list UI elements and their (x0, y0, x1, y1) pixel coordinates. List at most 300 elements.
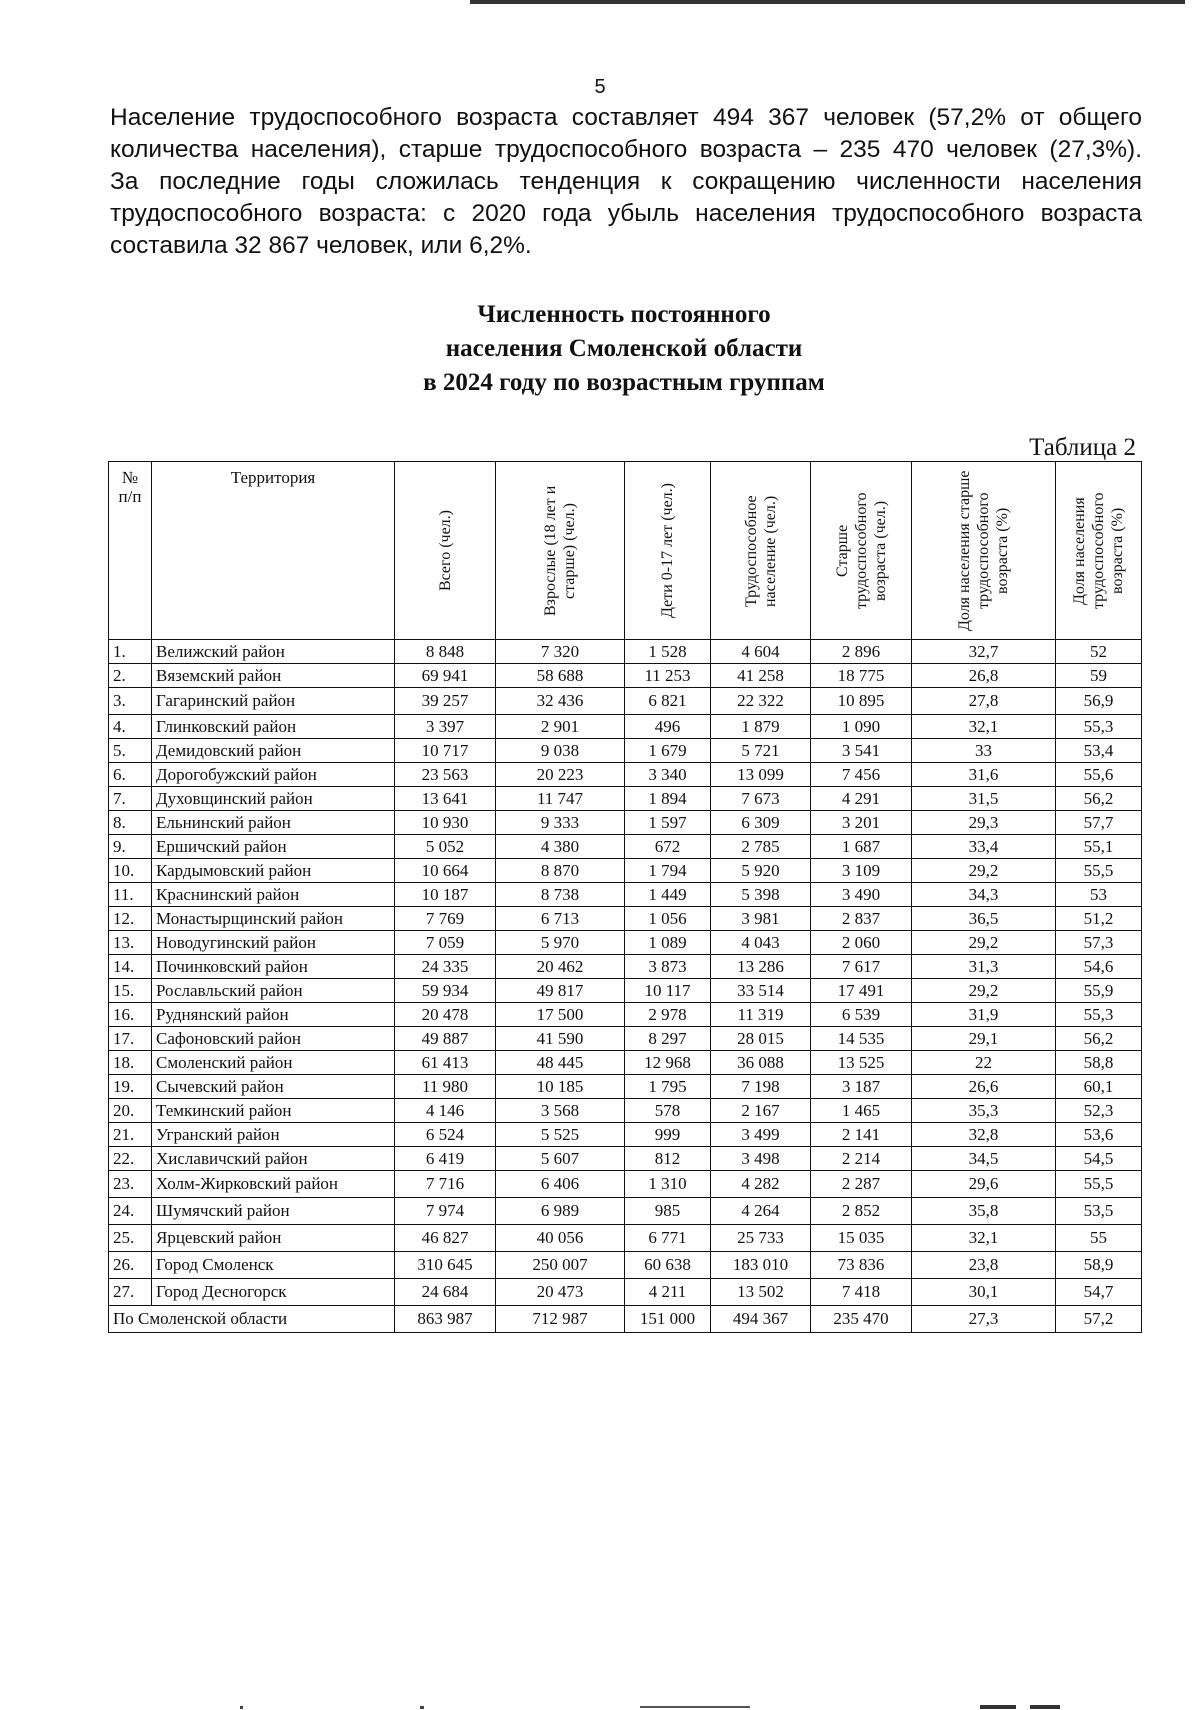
header-text: Взрослые (18 лет и старше) (чел.) (542, 485, 578, 616)
share-working-cell: 53,5 (1056, 1198, 1142, 1225)
header-wrap (711, 462, 810, 639)
total-cell: 6 419 (395, 1147, 496, 1171)
total-cell: 24 684 (395, 1279, 496, 1306)
share-working-cell: 56,9 (1056, 688, 1142, 715)
table-row (109, 1225, 1142, 1252)
working-cell: 183 010 (711, 1252, 811, 1279)
share-elder-cell: 29,6 (912, 1171, 1056, 1198)
total-cell: 13 641 (395, 787, 496, 811)
header-territory (152, 462, 395, 640)
header-wrap (395, 462, 495, 639)
table-row (109, 1099, 1142, 1123)
working-cell: 13 502 (711, 1279, 811, 1306)
adults-cell: 9 038 (496, 739, 625, 763)
table-row (109, 835, 1142, 859)
territory-name: Демидовский район (152, 739, 395, 763)
table-total-row (109, 1306, 1142, 1333)
header-share-elder (912, 462, 1056, 640)
adults-cell: 250 007 (496, 1252, 625, 1279)
working-cell: 22 322 (711, 688, 811, 715)
adults-cell: 2 901 (496, 715, 625, 739)
share-elder-cell: 26,8 (912, 664, 1056, 688)
table-row (109, 1051, 1142, 1075)
row-number: 4. (109, 715, 152, 739)
total-cell: 39 257 (395, 688, 496, 715)
share-working-cell: 51,2 (1056, 907, 1142, 931)
total-cell: 7 769 (395, 907, 496, 931)
children-cell: 812 (625, 1147, 711, 1171)
header-total (395, 462, 496, 640)
elder-cell: 73 836 (811, 1252, 912, 1279)
territory-name: Руднянский район (152, 1003, 395, 1027)
share-working-cell: 55,9 (1056, 979, 1142, 1003)
adults-cell: 5 607 (496, 1147, 625, 1171)
share-working-cell: 55,3 (1056, 1003, 1142, 1027)
header-text: Доля населения трудоспособного возраста (%) (1071, 492, 1126, 609)
header-text: Доля населения старше трудоспособного возраста (%) (956, 470, 1011, 631)
adults-cell: 32 436 (496, 688, 625, 715)
elder-cell: 2 837 (811, 907, 912, 931)
total-cell: 46 827 (395, 1225, 496, 1252)
children-cell: 1 310 (625, 1171, 711, 1198)
header-wrap (912, 462, 1055, 639)
adults-cell: 6 713 (496, 907, 625, 931)
table-row (109, 1123, 1142, 1147)
total-cell: 61 413 (395, 1051, 496, 1075)
children-cell: 10 117 (625, 979, 711, 1003)
total-cell: 20 478 (395, 1003, 496, 1027)
adults-cell: 48 445 (496, 1051, 625, 1075)
total-cell: 7 716 (395, 1171, 496, 1198)
table-row (109, 763, 1142, 787)
territory-name: Город Десногорск (152, 1279, 395, 1306)
table-title-line: Численность постоянного (477, 301, 771, 328)
header-working (711, 462, 811, 640)
elder-cell: 1 465 (811, 1099, 912, 1123)
share-working-cell: 60,1 (1056, 1075, 1142, 1099)
adults-cell: 41 590 (496, 1027, 625, 1051)
table-title-line: в 2024 году по возрастным группам (423, 369, 825, 396)
share-elder-cell: 22 (912, 1051, 1056, 1075)
adults-cell: 5 970 (496, 931, 625, 955)
adults-cell: 10 185 (496, 1075, 625, 1099)
total-cell: 494 367 (711, 1306, 811, 1333)
intro-line: Население трудоспособного возраста составляет 494 367 человек (57,2% от общего (110, 104, 1142, 131)
working-cell: 25 733 (711, 1225, 811, 1252)
elder-cell: 3 201 (811, 811, 912, 835)
header-adults (496, 462, 625, 640)
intro-paragraph (110, 102, 1142, 262)
row-number: 23. (109, 1171, 152, 1198)
children-cell: 999 (625, 1123, 711, 1147)
table-row (109, 715, 1142, 739)
elder-cell: 6 539 (811, 1003, 912, 1027)
share-elder-cell: 32,1 (912, 1225, 1056, 1252)
share-working-cell: 55,1 (1056, 835, 1142, 859)
table-row (109, 1279, 1142, 1306)
share-elder-cell: 29,2 (912, 979, 1056, 1003)
territory-name: Шумячский район (152, 1198, 395, 1225)
table-row (109, 907, 1142, 931)
header-num (109, 462, 152, 640)
table-row (109, 640, 1142, 664)
territory-name: Кардымовский район (152, 859, 395, 883)
working-cell: 5 721 (711, 739, 811, 763)
working-cell: 3 981 (711, 907, 811, 931)
elder-cell: 13 525 (811, 1051, 912, 1075)
table-row (109, 1147, 1142, 1171)
share-elder-cell: 34,3 (912, 883, 1056, 907)
share-working-cell: 54,6 (1056, 955, 1142, 979)
working-cell: 4 282 (711, 1171, 811, 1198)
table-row (109, 787, 1142, 811)
row-number: 7. (109, 787, 152, 811)
working-cell: 4 604 (711, 640, 811, 664)
children-cell: 4 211 (625, 1279, 711, 1306)
adults-cell: 11 747 (496, 787, 625, 811)
elder-cell: 4 291 (811, 787, 912, 811)
table-body (109, 640, 1142, 1333)
share-working-cell: 53,6 (1056, 1123, 1142, 1147)
children-cell: 1 679 (625, 739, 711, 763)
territory-name: Глинковский район (152, 715, 395, 739)
share-working-cell: 53,4 (1056, 739, 1142, 763)
elder-cell: 7 418 (811, 1279, 912, 1306)
territory-name: Город Смоленск (152, 1252, 395, 1279)
header-text: № п/п (118, 468, 142, 506)
adults-cell: 6 989 (496, 1198, 625, 1225)
row-number: 10. (109, 859, 152, 883)
row-number: 18. (109, 1051, 152, 1075)
share-elder-cell: 30,1 (912, 1279, 1056, 1306)
header-wrap (1056, 462, 1141, 639)
share-elder-cell: 29,2 (912, 931, 1056, 955)
children-cell: 3 873 (625, 955, 711, 979)
total-cell: 4 146 (395, 1099, 496, 1123)
children-cell: 1 056 (625, 907, 711, 931)
total-cell: 57,2 (1056, 1306, 1142, 1333)
adults-cell: 20 473 (496, 1279, 625, 1306)
children-cell: 1 794 (625, 859, 711, 883)
children-cell: 496 (625, 715, 711, 739)
row-number: 11. (109, 883, 152, 907)
share-elder-cell: 23,8 (912, 1252, 1056, 1279)
total-cell: 235 470 (811, 1306, 912, 1333)
share-working-cell: 55 (1056, 1225, 1142, 1252)
header-elder (811, 462, 912, 640)
elder-cell: 2 896 (811, 640, 912, 664)
row-number: 2. (109, 664, 152, 688)
children-cell: 985 (625, 1198, 711, 1225)
total-cell: 863 987 (395, 1306, 496, 1333)
share-elder-cell: 31,3 (912, 955, 1056, 979)
territory-name: Темкинский район (152, 1099, 395, 1123)
share-elder-cell: 35,8 (912, 1198, 1056, 1225)
working-cell: 7 198 (711, 1075, 811, 1099)
row-number: 17. (109, 1027, 152, 1051)
row-number: 19. (109, 1075, 152, 1099)
territory-name: Холм-Жирковский район (152, 1171, 395, 1198)
territory-name: Вяземский район (152, 664, 395, 688)
elder-cell: 7 617 (811, 955, 912, 979)
share-elder-cell: 31,6 (912, 763, 1056, 787)
row-number: 8. (109, 811, 152, 835)
total-cell: 59 934 (395, 979, 496, 1003)
share-working-cell: 53 (1056, 883, 1142, 907)
children-cell: 1 528 (625, 640, 711, 664)
row-number: 21. (109, 1123, 152, 1147)
working-cell: 5 398 (711, 883, 811, 907)
header-children (625, 462, 711, 640)
share-working-cell: 56,2 (1056, 787, 1142, 811)
territory-name: Ельнинский район (152, 811, 395, 835)
children-cell: 672 (625, 835, 711, 859)
working-cell: 41 258 (711, 664, 811, 688)
working-cell: 13 286 (711, 955, 811, 979)
working-cell: 5 920 (711, 859, 811, 883)
table-row (109, 811, 1142, 835)
row-number: 22. (109, 1147, 152, 1171)
table-row (109, 688, 1142, 715)
table-row (109, 1171, 1142, 1198)
share-working-cell: 52 (1056, 640, 1142, 664)
territory-name: Краснинский район (152, 883, 395, 907)
territory-name: Велижский район (152, 640, 395, 664)
share-elder-cell: 35,3 (912, 1099, 1056, 1123)
territory-name: Духовщинский район (152, 787, 395, 811)
territory-name: Дорогобужский район (152, 763, 395, 787)
share-elder-cell: 26,6 (912, 1075, 1056, 1099)
elder-cell: 17 491 (811, 979, 912, 1003)
row-number: 27. (109, 1279, 152, 1306)
share-elder-cell: 32,8 (912, 1123, 1056, 1147)
elder-cell: 2 060 (811, 931, 912, 955)
row-number: 24. (109, 1198, 152, 1225)
row-number: 3. (109, 688, 152, 715)
total-cell: 712 987 (496, 1306, 625, 1333)
total-cell: 151 000 (625, 1306, 711, 1333)
share-elder-cell: 33 (912, 739, 1056, 763)
elder-cell: 10 895 (811, 688, 912, 715)
share-working-cell: 58,9 (1056, 1252, 1142, 1279)
total-cell: 5 052 (395, 835, 496, 859)
total-cell: 6 524 (395, 1123, 496, 1147)
share-elder-cell: 29,1 (912, 1027, 1056, 1051)
children-cell: 1 597 (625, 811, 711, 835)
share-elder-cell: 36,5 (912, 907, 1056, 931)
adults-cell: 9 333 (496, 811, 625, 835)
elder-cell: 2 287 (811, 1171, 912, 1198)
row-number: 26. (109, 1252, 152, 1279)
header-wrap (811, 462, 911, 639)
intro-line: За последние годы сложилась тенденция к сокращению численности населения (110, 168, 1142, 195)
table-row (109, 859, 1142, 883)
table-title (0, 298, 1200, 400)
elder-cell: 1 687 (811, 835, 912, 859)
row-number: 20. (109, 1099, 152, 1123)
elder-cell: 7 456 (811, 763, 912, 787)
header-text: Старше трудоспособного возраста (чел.) (833, 492, 889, 609)
elder-cell: 3 187 (811, 1075, 912, 1099)
working-cell: 28 015 (711, 1027, 811, 1051)
table-row (109, 1252, 1142, 1279)
territory-name: Сафоновский район (152, 1027, 395, 1051)
table-header-row (109, 462, 1142, 640)
children-cell: 8 297 (625, 1027, 711, 1051)
adults-cell: 20 462 (496, 955, 625, 979)
children-cell: 2 978 (625, 1003, 711, 1027)
children-cell: 1 089 (625, 931, 711, 955)
territory-name: Хиславичский район (152, 1147, 395, 1171)
table-row (109, 1003, 1142, 1027)
share-working-cell: 55,6 (1056, 763, 1142, 787)
elder-cell: 18 775 (811, 664, 912, 688)
intro-line: составила 32 867 человек, или 6,2%. (110, 232, 532, 259)
share-elder-cell: 32,7 (912, 640, 1056, 664)
row-number: 13. (109, 931, 152, 955)
children-cell: 12 968 (625, 1051, 711, 1075)
total-cell: 3 397 (395, 715, 496, 739)
share-working-cell: 54,7 (1056, 1279, 1142, 1306)
elder-cell: 14 535 (811, 1027, 912, 1051)
table-row (109, 955, 1142, 979)
table-row (109, 931, 1142, 955)
adults-cell: 49 817 (496, 979, 625, 1003)
share-working-cell: 57,7 (1056, 811, 1142, 835)
intro-line: количества населения), старше трудоспособного возраста – 235 470 человек (27,3%). (110, 136, 1142, 163)
share-working-cell: 52,3 (1056, 1099, 1142, 1123)
total-cell: 49 887 (395, 1027, 496, 1051)
territory-name: Сычевский район (152, 1075, 395, 1099)
elder-cell: 2 214 (811, 1147, 912, 1171)
header-text: Всего (чел.) (436, 509, 454, 592)
elder-cell: 3 541 (811, 739, 912, 763)
table-row (109, 1198, 1142, 1225)
table-row (109, 739, 1142, 763)
header-text: Территория (230, 468, 316, 487)
header-text: Дети 0-17 лет (чел.) (659, 483, 676, 618)
share-working-cell: 56,2 (1056, 1027, 1142, 1051)
table-row (109, 664, 1142, 688)
share-working-cell: 54,5 (1056, 1147, 1142, 1171)
working-cell: 3 499 (711, 1123, 811, 1147)
adults-cell: 58 688 (496, 664, 625, 688)
elder-cell: 3 109 (811, 859, 912, 883)
working-cell: 36 088 (711, 1051, 811, 1075)
total-cell: 10 717 (395, 739, 496, 763)
share-working-cell: 55,5 (1056, 859, 1142, 883)
working-cell: 13 099 (711, 763, 811, 787)
territory-name: Монастырщинский район (152, 907, 395, 931)
table-row (109, 1075, 1142, 1099)
share-elder-cell: 34,5 (912, 1147, 1056, 1171)
children-cell: 6 821 (625, 688, 711, 715)
adults-cell: 17 500 (496, 1003, 625, 1027)
share-working-cell: 57,3 (1056, 931, 1142, 955)
share-elder-cell: 33,4 (912, 835, 1056, 859)
total-cell: 23 563 (395, 763, 496, 787)
share-elder-cell: 32,1 (912, 715, 1056, 739)
table-row (109, 883, 1142, 907)
total-cell: 10 664 (395, 859, 496, 883)
header-wrap (496, 462, 624, 639)
working-cell: 4 264 (711, 1198, 811, 1225)
adults-cell: 8 738 (496, 883, 625, 907)
scan-noise-marks (240, 1704, 1140, 1710)
row-number: 6. (109, 763, 152, 787)
header-wrap (625, 462, 710, 639)
total-cell: 10 187 (395, 883, 496, 907)
total-cell: 7 059 (395, 931, 496, 955)
table-label: Таблица 2 (1029, 434, 1136, 461)
adults-cell: 20 223 (496, 763, 625, 787)
children-cell: 6 771 (625, 1225, 711, 1252)
working-cell: 33 514 (711, 979, 811, 1003)
elder-cell: 2 852 (811, 1198, 912, 1225)
share-working-cell: 58,8 (1056, 1051, 1142, 1075)
children-cell: 3 340 (625, 763, 711, 787)
share-working-cell: 59 (1056, 664, 1142, 688)
share-working-cell: 55,3 (1056, 715, 1142, 739)
children-cell: 1 449 (625, 883, 711, 907)
working-cell: 6 309 (711, 811, 811, 835)
header-text: Трудоспособное население (чел.) (742, 494, 779, 607)
share-elder-cell: 27,8 (912, 688, 1056, 715)
row-number: 12. (109, 907, 152, 931)
elder-cell: 15 035 (811, 1225, 912, 1252)
share-elder-cell: 29,3 (912, 811, 1056, 835)
share-elder-cell: 29,2 (912, 859, 1056, 883)
working-cell: 3 498 (711, 1147, 811, 1171)
total-cell: 7 974 (395, 1198, 496, 1225)
row-number: 16. (109, 1003, 152, 1027)
share-elder-cell: 31,9 (912, 1003, 1056, 1027)
adults-cell: 3 568 (496, 1099, 625, 1123)
table-row (109, 1027, 1142, 1051)
working-cell: 11 319 (711, 1003, 811, 1027)
header-share-working (1056, 462, 1142, 640)
working-cell: 2 785 (711, 835, 811, 859)
children-cell: 1 795 (625, 1075, 711, 1099)
row-number: 1. (109, 640, 152, 664)
territory-name: Смоленский район (152, 1051, 395, 1075)
working-cell: 4 043 (711, 931, 811, 955)
territory-name: Ярцевский район (152, 1225, 395, 1252)
territory-name: Ершичский район (152, 835, 395, 859)
share-working-cell: 55,5 (1056, 1171, 1142, 1198)
row-number: 15. (109, 979, 152, 1003)
territory-name: Новодугинский район (152, 931, 395, 955)
territory-name: Гагаринский район (152, 688, 395, 715)
territory-name: Рославльский район (152, 979, 395, 1003)
population-table (108, 461, 1142, 1333)
children-cell: 1 894 (625, 787, 711, 811)
adults-cell: 7 320 (496, 640, 625, 664)
table-row (109, 979, 1142, 1003)
adults-cell: 40 056 (496, 1225, 625, 1252)
total-cell: 11 980 (395, 1075, 496, 1099)
row-number: 25. (109, 1225, 152, 1252)
top-border-line (470, 0, 1185, 4)
intro-line: трудоспособного возраста: с 2020 года убыль населения трудоспособного возраста (110, 200, 1142, 227)
adults-cell: 4 380 (496, 835, 625, 859)
working-cell: 7 673 (711, 787, 811, 811)
working-cell: 2 167 (711, 1099, 811, 1123)
adults-cell: 6 406 (496, 1171, 625, 1198)
share-elder-cell: 31,5 (912, 787, 1056, 811)
adults-cell: 8 870 (496, 859, 625, 883)
children-cell: 578 (625, 1099, 711, 1123)
